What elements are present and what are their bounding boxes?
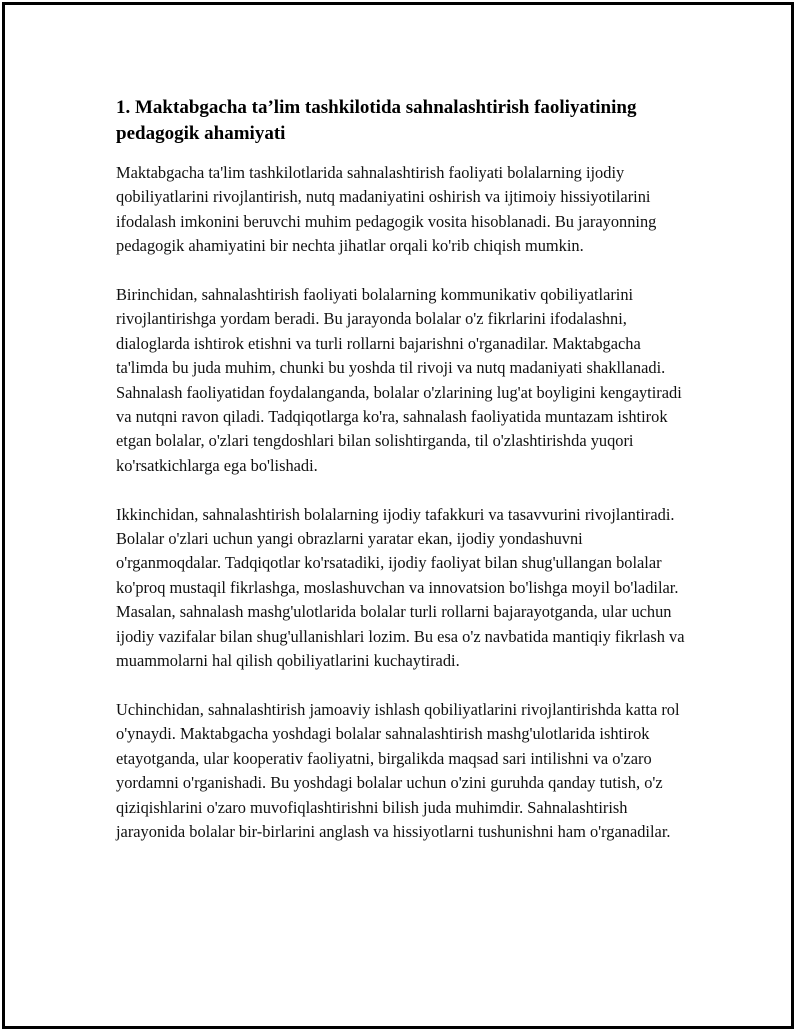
paragraph-third: Uchinchidan, sahnalashtirish jamoaviy ishlash qobiliyatlarini rivojlantirishda katta rol o'ynaydi. Maktabgacha yoshdagi bolalar sahnalashtirish mashg'ulotlarida ishtirok etayotganda, ular kooperativ faoliyatni, birgalikda maqsad sari intilishni va o'zaro yordamni o'rganishadi. Bu yoshdagi bolalar uchun o'zini guruhda qanday tutish, o'z qiziqishlarini o'zaro muvofiqlashtirishni bilish juda muhimdir. Sahnalashtirish jarayonida bolalar bir-birlarini anglash va hissiyotlarni tushunishni ham o'rganadilar. xyxy=(116,699,680,841)
document-body xyxy=(116,95,688,844)
paragraph-intro: Maktabgacha ta'lim tashkilotlarida sahnalashtirish faoliyati bolalarning ijodiy qobiliyatlarini rivojlantirish, nutq madaniyatini oshirish va ijtimoiy hissiyotilarini ifodalash imkonini beruvchi muhim pedagogik vosita hisoblanadi. Bu jarayonning pedagogik ahamiyatini bir nechta jihatlar orqali ko'rib chiqish mumkin. xyxy=(116,163,657,256)
paragraph-second: Ikkinchidan, sahnalashtirish bolalarning ijodiy tafakkuri va tasavvurini rivojlantiradi. Bolalar o'zlari uchun yangi obrazlarni yaratar ekan, ijodiy yondashuvni o'rganmoqdalar. Tadqiqotlar ko'rsatadiki, ijodiy faoliyat bilan shug'ullangan bolalar ko'proq mustaqil fikrlashga, moslashuvchan va innovatsion bo'lishga moyil bo'ladilar. Masalan, sahnalash mashg'ulotlarida bolalar turli rollarni bajarayotganda, ular uchun ijodiy vazifalar bilan shug'ullanishlari lozim. Bu esa o'z navbatida mantiqiy fikrlash va muammolarni hal qilish qobiliyatlarini kuchaytiradi. xyxy=(116,504,685,671)
paragraph-first: Birinchidan, sahnalashtirish faoliyati bolalarning kommunikativ qobiliyatlarini rivojlantirishga yordam beradi. Bu jarayonda bolalar o'z fikrlarini ifodalashni, dialoglarda ishtirok etishni va turli rollarni bajarishni o'rganadilar. Maktabgacha ta'limda bu juda muhim, chunki bu yoshda til rivoji va nutq madaniyati shakllanadi. Sahnalash faoliyatidan foydalanganda, bolalar o'zlarining lug'at boyligini kengaytiradi va nutqni ravon qiladi. Tadqiqotlarga ko'ra, sahnalash faoliyatida muntazam ishtirok etgan bolalar, o'zlari tengdoshlari bilan solishtirganda, til o'zlashtirishda yuqori ko'rsatkichlarga ega bo'lishadi. xyxy=(116,285,682,475)
section-heading: 1. Maktabgacha ta’lim tashkilotida sahnalashtirish faoliyatining pedagogik ahamiyati xyxy=(116,97,637,144)
